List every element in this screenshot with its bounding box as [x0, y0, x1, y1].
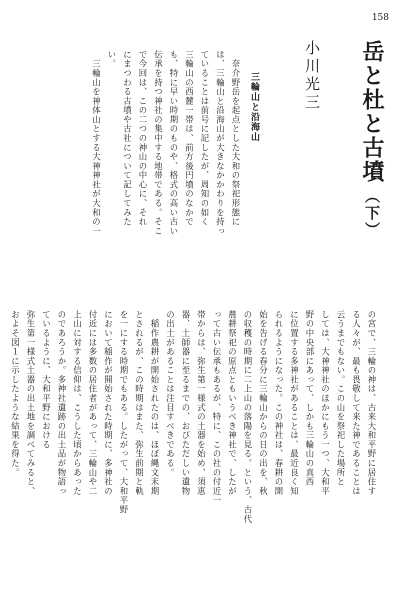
text-line: も、特に早い時期のものや、格式の高い古い	[169, 50, 179, 236]
text-line: 始を告げる春分に三輪山からの日の出を、秋	[258, 310, 269, 496]
text-line: られるようになった。この神社は、春耕の開	[274, 310, 284, 496]
text-line: って古い伝承もあるが、特に、この社の付近一	[212, 310, 222, 506]
title-sub: （下）	[363, 188, 381, 239]
text-line: を一にする時期でもある。したがって、大和平野	[119, 310, 129, 515]
text-line: とされるが、この時期はまた、弥生前期と軌	[134, 310, 145, 496]
text-line: ていることは前号に記したが、周知の如く	[200, 50, 210, 227]
top-paragraph	[88, 50, 243, 295]
text-line: い。	[107, 50, 117, 69]
text-line: で今回は、この二つの神山の中心に、それ	[138, 50, 148, 227]
bottom-paragraph	[7, 310, 379, 557]
text-line: 農耕祭祀の原点ともいうべき神社で、したが	[227, 310, 238, 496]
text-line: およそ図１に示したような結果を得た。	[10, 310, 21, 478]
section-heading: 三輪山と沿海山	[249, 72, 259, 142]
text-line: 伝承を持つ神社の集中する地帯である。そこ	[153, 50, 164, 236]
text-line: 野の中央部にあって、しかも三輪山の真西	[305, 310, 315, 487]
text-line: 上山に対する信仰は、こうした頃からあった	[72, 310, 83, 496]
text-line: 器、土師器に至るまでの、おびただしい遺物	[181, 310, 191, 496]
text-line: の収穫の時期に二上山の落陽を見る。という、古代	[243, 310, 253, 524]
article-title	[361, 40, 383, 239]
text-line: 云うまでもない。この山を祭祀した場所と	[336, 310, 346, 487]
text-line: 稲作農耕が開始されたのは、ほぼ縄文末期	[150, 310, 160, 496]
text-line: は、三輪山と沿海山が大きなかかわりを持っ	[215, 50, 226, 236]
text-line: 弥生第一様式土器の出土地を調べてみると、	[26, 310, 36, 496]
text-line: しては、大神神社のほかにもう一つ、大和平	[320, 310, 331, 496]
text-line: ているように、大和平野における	[41, 310, 52, 450]
text-line: の出土があることは注目すべきである。	[165, 310, 176, 478]
title-main: 岳と杜と古墳	[359, 40, 385, 184]
text-line: 奈介野岳を起点とした大和の祭祀形態に	[231, 50, 241, 227]
author-name: 小川光三	[303, 40, 321, 112]
text-line: において稲作が開始された時期に、多神社の	[103, 310, 114, 496]
text-line: 帯からは、弥生第一様式の土器を始め、須恵	[196, 310, 207, 496]
text-line: の宮で、三輪の神は、古来大和平野に居住す	[367, 310, 377, 496]
text-line: る人々が、最も畏敬して来た神であることは	[351, 310, 362, 496]
page-number: 158	[371, 13, 389, 23]
text-line: 付近には多数の居住者があって、三輪山や二	[88, 310, 98, 496]
text-line: 三輪山の西麓一帯は、前方後円墳のなかで	[184, 50, 195, 227]
text-line: のであろうか。多神社遺跡の出土品が物語っ	[57, 310, 67, 496]
text-line: にまつわる古墳や古社について記してみた	[122, 50, 133, 227]
text-line: に位置する多神社があることは、最近良く知	[289, 310, 300, 496]
text-line: 三輪山を神体山とする大神神社が大和の一	[91, 50, 102, 236]
